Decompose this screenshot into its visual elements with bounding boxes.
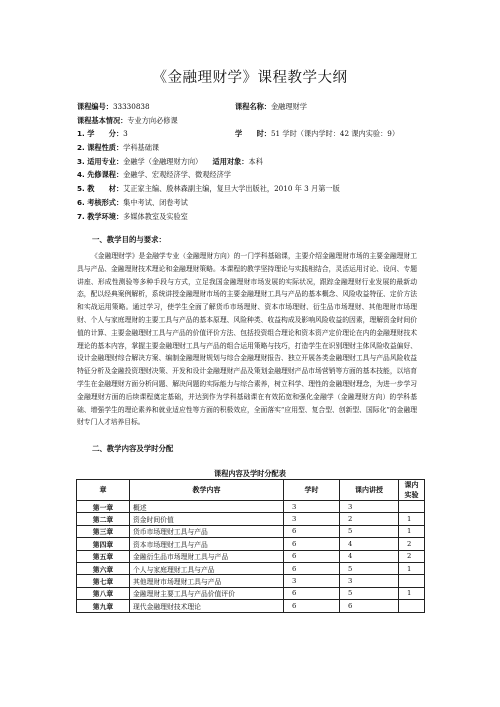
course-code-value: 33330838 — [112, 102, 150, 111]
course-code-label: 课程编号： — [77, 102, 113, 111]
lab-cell: 1 — [399, 513, 425, 525]
header-hours: 学时 — [284, 480, 340, 501]
exam-label: 6. 考核形式： — [77, 197, 124, 207]
textbook-value: 艾正家主编、殷林森副主编，复旦大学出版社，2010 年 3 月第一版 — [123, 184, 340, 194]
hours-value: 51 学时（课内学时：42 课内实验：9） — [270, 129, 400, 139]
exam-value: 集中考试、闭卷考试 — [123, 197, 188, 207]
chapter-cell: 第八章 — [77, 587, 130, 599]
lab-cell — [399, 575, 425, 587]
table-row — [77, 513, 425, 525]
lab-cell: 1 — [399, 525, 425, 537]
hours-cell — [235, 127, 399, 141]
env-value: 多媒体教室及实验室 — [123, 211, 188, 221]
lab-cell: 1 — [399, 562, 425, 574]
prereq-value: 金融学、宏观经济学、微观经济学 — [123, 170, 231, 180]
nature-value: 学科基础课 — [123, 143, 160, 153]
lecture-cell: 3 — [340, 575, 399, 587]
chapter-cell: 第三章 — [77, 525, 130, 537]
major-label: 3. 适用专业： — [77, 156, 124, 166]
prereq-label: 4. 先修课程： — [77, 170, 124, 180]
major-value: 金融学（金融理财方向） — [123, 156, 203, 166]
content-cell: 货币市场理财工具与产品 — [130, 525, 284, 537]
course-basic-value: 专业方向必修课 — [127, 115, 178, 125]
header-content: 教学内容 — [130, 480, 284, 501]
info-row-textbook — [77, 182, 340, 196]
lecture-cell: 5 — [340, 525, 399, 537]
lab-cell: 2 — [399, 550, 425, 562]
hours-cell: 3 — [284, 501, 340, 513]
header-lab: 课内实验 — [399, 480, 425, 501]
hours-cell: 3 — [284, 513, 340, 525]
table-row — [77, 587, 425, 599]
lecture-cell: 3 — [340, 501, 399, 513]
lecture-cell: 2 — [340, 513, 399, 525]
info-row-nature — [77, 141, 340, 155]
content-cell: 个人与家庭理财工具与产品 — [130, 562, 284, 574]
table-row — [77, 538, 425, 550]
table-row — [77, 550, 425, 562]
info-row-code — [77, 100, 340, 114]
textbook-label: 5. 教 材： — [77, 184, 124, 194]
chapter-cell: 第二章 — [77, 513, 130, 525]
course-info-block — [77, 100, 400, 223]
credit-label: 1. 学 分： — [77, 129, 124, 139]
info-row-basic — [77, 114, 340, 128]
table-row — [77, 525, 425, 537]
target-value: 本科 — [248, 156, 263, 166]
content-cell: 概述 — [130, 501, 284, 513]
table-row — [77, 575, 425, 587]
hours-cell: 3 — [284, 575, 340, 587]
lecture-cell: 6 — [340, 600, 399, 612]
hours-cell: 6 — [284, 562, 340, 574]
hours-cell: 6 — [284, 587, 340, 599]
chapter-cell: 第五章 — [77, 550, 130, 562]
content-cell: 现代金融理财技术理论 — [130, 600, 284, 612]
lecture-cell: 4 — [340, 538, 399, 550]
nature-label: 2. 课程性质： — [77, 143, 124, 153]
chapter-cell: 第六章 — [77, 562, 130, 574]
table-caption: 课程内容及学时分配表 — [214, 469, 286, 478]
section-heading-objectives: 一、教学目的与要求： — [92, 235, 166, 244]
hours-label: 学 时： — [235, 129, 271, 139]
hours-allocation-table — [76, 479, 425, 613]
table-row — [77, 600, 425, 612]
course-name-value: 金融理财学 — [270, 102, 307, 111]
lab-cell — [399, 600, 425, 612]
info-row-prereq — [77, 168, 340, 182]
content-cell: 资金时间价值 — [130, 513, 284, 525]
chapter-cell: 第四章 — [77, 538, 130, 550]
table-row — [77, 501, 425, 513]
lecture-cell: 4 — [340, 550, 399, 562]
table-row — [77, 562, 425, 574]
header-lecture: 课内讲授 — [340, 480, 399, 501]
content-cell: 金融衍生品市场理财工具与产品 — [130, 550, 284, 562]
lecture-cell: 5 — [340, 562, 399, 574]
lecture-cell: 5 — [340, 587, 399, 599]
hours-cell: 6 — [284, 600, 340, 612]
chapter-cell: 第九章 — [77, 600, 130, 612]
content-cell: 其他理财市场理财工具与产品 — [130, 575, 284, 587]
hours-cell: 6 — [284, 550, 340, 562]
chapter-cell: 第七章 — [77, 575, 130, 587]
chapter-cell: 第一章 — [77, 501, 130, 513]
lab-cell: 1 — [399, 587, 425, 599]
content-cell: 资本市场理财工具与产品 — [130, 538, 284, 550]
course-basic-label: 课程基本情况： — [77, 115, 128, 125]
target-label: 适用对象： — [212, 156, 249, 166]
lab-cell: 2 — [399, 538, 425, 550]
lab-cell — [399, 501, 425, 513]
table-header-row — [77, 480, 425, 501]
document-title: 《金融理财学》课程教学大纲 — [152, 70, 348, 86]
hours-cell: 6 — [284, 525, 340, 537]
credit-value: 3 — [123, 129, 128, 139]
section-heading-content: 二、教学内容及学时分配 — [92, 444, 174, 453]
header-chapter: 章 — [77, 480, 130, 501]
hours-cell: 6 — [284, 538, 340, 550]
objectives-paragraph: 《金融理财学》是金融学专业（金融理财方向）的一门学科基础课，主要介绍金融理财市场的主要金融理财工具与产品、金融理财技术理论和金融理财策略。本课程的教学坚持理论与实践相结合，灵活运用讨论、设问、专题讲座、形成性测验等多种手段与方式，立足我国金融理财市场发展的实际状况，跟踪金融理财行业发展的最新动态，配以经典案例解析，系统讲授金融理财市场的主要金融理财工具与产品的基本概念、风险收益特征、定价方法和实战运用策略。通过学习，使学生全面了解货币市场理财、资本市场理财、衍生品市场理财、其他理财市场理财、个人与家庭理财的主要工具与产品的基本原理、风险种类、收益构成及影响风险收益的因素，理解资金时间价值的计算、主要金融理财工具与产品的价值评价方法、包括投资组合理论和资本资产定价理论在内的金融理财技术理论的基本内容，掌握主要金融理财工具与产品的组合运用策略与技巧，打造学生在识别理财主体风险收益偏好、设计金融理财综合解决方案、编制金融理财规划与综合金融理财报告、独立开展各类金融理财工具与产品风险收益特征分析及金融投资理财决策、开发和设计金融理财产品及策划金融理财产品市场营销等方面的基本技能，以培育学生在金融理财方面分析问题、解决问题的实际能力与综合素养，树立科学、理性的金融理财理念，为进一步学习金融理财方面的后续课程奠定基础，并达到作为学科基础课在有效拓宽和强化金融学（金融理财方向）的学科基础、增强学生的理论素养和就业适应性等方面的积极效应，全面落实“应用型、复合型、创新型、国际化”的金融理财专门人才培养目标。 — [77, 252, 417, 427]
course-name-cell — [235, 100, 307, 114]
env-label: 7. 教学环境： — [77, 211, 124, 221]
content-cell: 金融理财主要工具与产品价值评价 — [130, 587, 284, 599]
course-name-label: 课程名称： — [235, 102, 271, 111]
info-row-exam — [77, 196, 340, 210]
info-row-env — [77, 210, 340, 224]
info-row-major — [77, 155, 340, 169]
info-row-credit — [77, 127, 400, 141]
